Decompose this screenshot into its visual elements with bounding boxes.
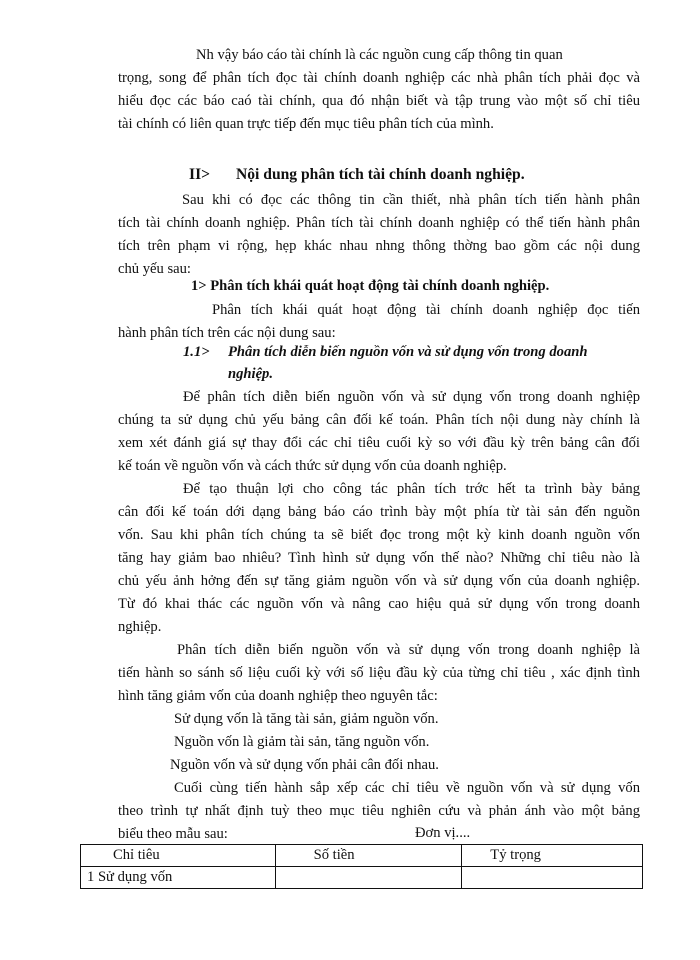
p2-line-3: tích trên phạm vi rộng, hẹp khác nhau nhng thông thờng bao gồm các nội dung [118, 238, 640, 254]
section-2-title: Nội dung phân tích tài chính doanh nghiệp. [236, 166, 525, 183]
row-1-chi-tieu: 1 Sử dụng vốn [81, 867, 276, 889]
p4-line-4: kế toán về nguồn vốn và cách thức sử dụng vốn của doanh nghiệp. [118, 458, 507, 474]
header-chi-tieu: Chỉ tiêu [81, 845, 276, 867]
p3-line-1: Phân tích khái quát hoạt động tài chính doanh nghiệp đọc tiến [212, 302, 640, 318]
p5-line-1: Để tạo thuận lợi cho công tác phân tích trớc hết ta trình bày bảng [183, 481, 640, 497]
p2-line-2: tích tài chính doanh nghiệp. Phân tích tài chính doanh nghiệp có thể tiến hành phân [118, 215, 640, 231]
section-2-number: II> [189, 166, 211, 183]
capital-table [80, 844, 643, 889]
p4-line-3: xem xét đánh giá sự thay đổi các chỉ tiêu cuối kỳ so với đầu kỳ trên bảng cân đối [118, 435, 640, 451]
p6-line-2: tiến hành so sánh số liệu cuối kỳ với số liệu đầu kỳ của từng chỉ tiêu , xác định tình [118, 665, 640, 681]
p5-line-5: chủ yếu ảnh hởng đến sự tăng giảm nguồn vốn và sử dụng vốn của doanh nghiệp. [118, 573, 640, 589]
p1-line-2: trọng, song để phân tích đọc tài chính doanh nghiệp các nhà phân tích phải đọc và [118, 70, 640, 86]
rule-2: Nguồn vốn là giảm tài sản, tăng nguồn vốn. [174, 734, 430, 750]
p5-line-6: Từ đó khai thác các nguồn vốn và nâng cao hiệu quả sử dụng vốn trong doanh [118, 596, 640, 612]
p7-line-1: Cuối cùng tiến hành sắp xếp các chỉ tiêu về nguồn vốn và sử dụng vốn [174, 780, 640, 796]
p7-line-2: theo trình tự nhất định tuỳ theo mục tiêu nghiên cứu và phản ánh vào một bảng [118, 803, 640, 819]
p1-line-4: tài chính có liên quan trực tiếp đến mục tiêu phân tích của mình. [118, 116, 494, 132]
p6-line-1: Phân tích diễn biến nguồn vốn và sử dụng vốn trong doanh nghiệp là [177, 642, 640, 658]
rule-1: Sử dụng vốn là tăng tài sản, giảm nguồn vốn. [174, 711, 439, 727]
unit-label: Đơn vị.... [415, 825, 471, 841]
p2-line-1: Sau khi có đọc các thông tin cần thiết, nhà phân tích tiến hành phân [182, 192, 640, 208]
p1-line-3: hiểu đọc các báo caó tài chính, qua đó nhận biết và tập trung vào một số chỉ tiêu [118, 93, 640, 109]
p5-line-4: tăng hay giảm bao nhiêu? Tình hình sử dụng vốn thế nào? Những chỉ tiêu nào là [118, 550, 640, 566]
header-so-tien: Số tiền [275, 845, 462, 867]
p6-line-3: hình tăng giảm vốn của doanh nghiệp theo nguyên tắc: [118, 688, 438, 704]
p1-line-1: Nh vậy báo cáo tài chính là các nguồn cung cấp thông tin quan [196, 47, 563, 63]
p4-line-1: Để phân tích diễn biến nguồn vốn và sử dụng vốn trong doanh nghiệp [183, 389, 640, 405]
subsection-1-title: 1> Phân tích khái quát hoạt động tài chính doanh nghiệp. [191, 278, 550, 294]
p7-line-3: biểu theo mẫu sau: [118, 826, 228, 842]
subsection-1-1-number: 1.1> [183, 344, 210, 360]
p2-line-4: chủ yếu sau: [118, 261, 191, 277]
table-header-row [81, 845, 643, 867]
p4-line-2: chúng ta sử dụng chủ yếu bảng cân đối kế toán. Phân tích nội dung này chính là [118, 412, 640, 428]
subsection-1-1-title-line-2: nghiệp. [228, 366, 274, 382]
p5-line-2: cân đối kế toán dới dạng bảng báo cáo trình bày một phía từ tài sản đến nguồn [118, 504, 640, 520]
rule-3: Nguồn vốn và sử dụng vốn phải cân đối nhau. [170, 757, 439, 773]
subsection-1-1-title-line-1: Phân tích diễn biến nguồn vốn và sử dụng vốn trong doanh [228, 344, 588, 360]
row-1-ty-trong [462, 867, 643, 889]
p3-line-2: hành phân tích trên các nội dung sau: [118, 325, 336, 341]
p5-line-3: vốn. Sau khi phân tích chúng ta sẽ biết đọc trong một kỳ kinh doanh nguồn vốn [118, 527, 640, 543]
header-ty-trong: Tỷ trọng [462, 845, 643, 867]
table-row [81, 867, 643, 889]
p5-line-7: nghiệp. [118, 619, 162, 635]
row-1-so-tien [275, 867, 462, 889]
